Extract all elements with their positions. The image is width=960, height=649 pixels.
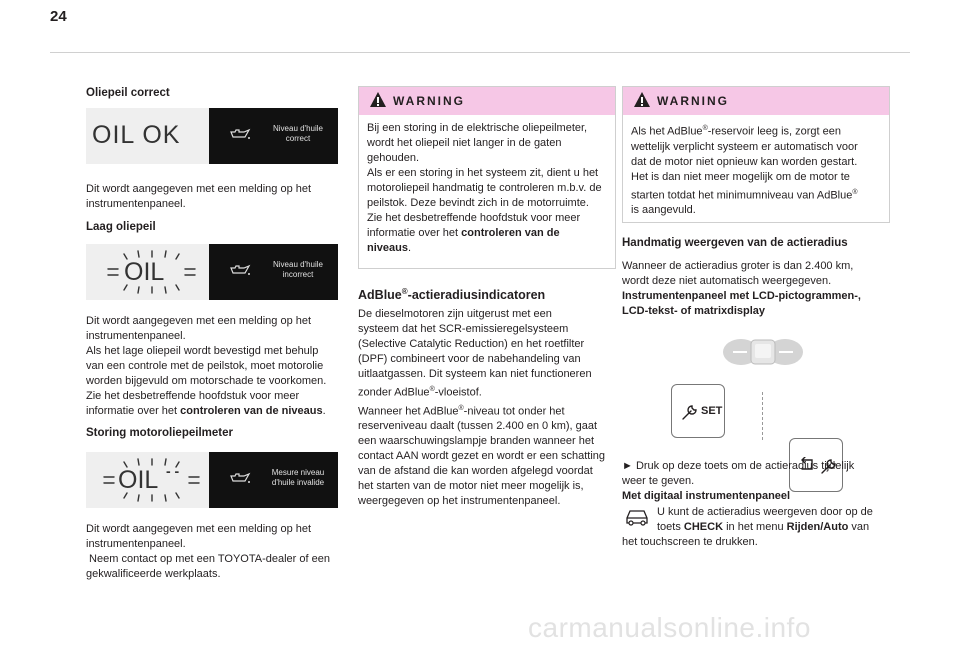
heading-oil-correct: Oliepeil correct [86,87,170,99]
oil-ok-display [86,108,338,164]
warning-box-adblue [622,86,890,223]
oil-ok-text: OIL OK [92,121,181,149]
oil-can-icon [229,472,251,487]
warning-triangle-icon [369,91,387,108]
set-button[interactable] [671,384,725,438]
oil-ok-message: Niveau d'huile correct [272,124,323,143]
header-divider [50,52,910,53]
heading-manual-range: Handmatig weergeven van de actieradius [622,237,848,249]
paragraph-digital-l3: het touchscreen te drukken. [622,536,758,548]
heading-adblue: AdBlue®-actieradiusindicatoren [358,287,546,303]
oil-fault-dashes: - - [166,463,180,479]
paragraph-oil-correct: Dit wordt aangegeven met een melding op het instrumentenpaneel. [86,183,312,210]
low-oil-message: Niveau d'huile incorrect [272,260,323,279]
heading-oil-gauge-fault: Storing motoroliepeilmeter [86,427,233,439]
oil-can-icon [229,264,251,279]
instrument-cluster-illustration [723,336,803,368]
warning-title: WARNING [393,94,465,108]
paragraph-oil-fault: Dit wordt aangegeven met een melding op het instrumentenpaneel. Neem contact op met een TOYOTA-dealer of een gekwalificeerde werkplaats. [86,523,330,580]
warning-title: WARNING [657,94,729,108]
paragraph-low-oil: Dit wordt aangegeven met een melding op het instrumentenpaneel. Als het lage oliepeil wordt bevestigd met behulp van een controle met de peilstok, moet motorolie worden bijgevuld om motorschade te voorkomen. Zie het desbetreffende hoofdstuk voor meer informatie over het controleren van de niveaus. [86,315,327,417]
paragraph-press-button: ► Druk op deze toets om de actieradius tijdelijk weer te geven. Met digitaal instrumentenpaneel [622,460,855,502]
paragraph-digital-l2: toets CHECK in het menu Rijden/Auto van [657,521,870,533]
heading-low-oil: Laag oliepeil [86,221,156,233]
oil-can-icon [229,128,251,143]
oil-fault-message: Mesure niveau d'huile invalide [271,468,325,487]
warning-box-oil-gauge [358,86,616,269]
car-icon [624,505,650,527]
paragraph-digital-l1: U kunt de actieradius weergeven door op de [657,506,873,518]
wrench-icon [680,402,700,422]
low-oil-display [86,244,338,300]
watermark: carmanualsonline.info [528,612,811,643]
warning-text: Als het AdBlue®-reservoir leeg is, zorgt een wettelijk verplicht systeem er automatisch voor dat de motor niet opnieuw kan worden gestart. Het is dan niet meer mogelijk om de motor te starten totdat het minimumniveau van AdBlue® is aangevuld. [631,125,858,217]
paragraph-adblue: De dieselmotoren zijn uitgerust met een systeem dat het SCR-emissieregelsysteem (Selective Catalytic Reduction) en het roetfilter (DPF) combineert voor de nabehandeling van uitlaatgassen. Dit systeem kan niet functioneren zonder AdBlue®-vloeistof. Wanneer het AdBlue®-niveau tot onder het reserveniveau daalt (tussen 2.400 en 0 km), gaat een waarschuwingslampje branden wanneer het contact AAN wordt gezet en wordt er een schatting van de afstand die kan worden afgelegd voordat het starten van de motor niet meer mogelijk is, weergegeven op het instrumentenpaneel. [358,308,606,508]
connector-dashed-line [762,392,763,440]
warning-text: Bij een storing in de elektrische oliepeilmeter, wordt het oliepeil niet langer in de gaten gehouden. Als er een storing in het systeem zit, dient u het motoroliepeil handmatig te controleren m.b.v. de peilstok. Deze bevindt zich in de motorruimte. Zie het desbetreffende hoofdstuk voor meer informatie over het controleren van de niveaus. [367,122,602,254]
oil-fault-text: OIL [118,466,159,494]
oil-fault-display [86,452,338,508]
page-number: 24 [50,8,67,25]
paragraph-manual-range: Wanneer de actieradius groter is dan 2.400 km, wordt deze niet automatisch weergegeven. Instrumentenpaneel met LCD-pictogrammen-, LCD-tekst- of matrixdisplay [622,260,861,317]
warning-triangle-icon [633,91,651,108]
set-button-label: SET [701,405,723,417]
low-oil-text: OIL [124,258,165,286]
